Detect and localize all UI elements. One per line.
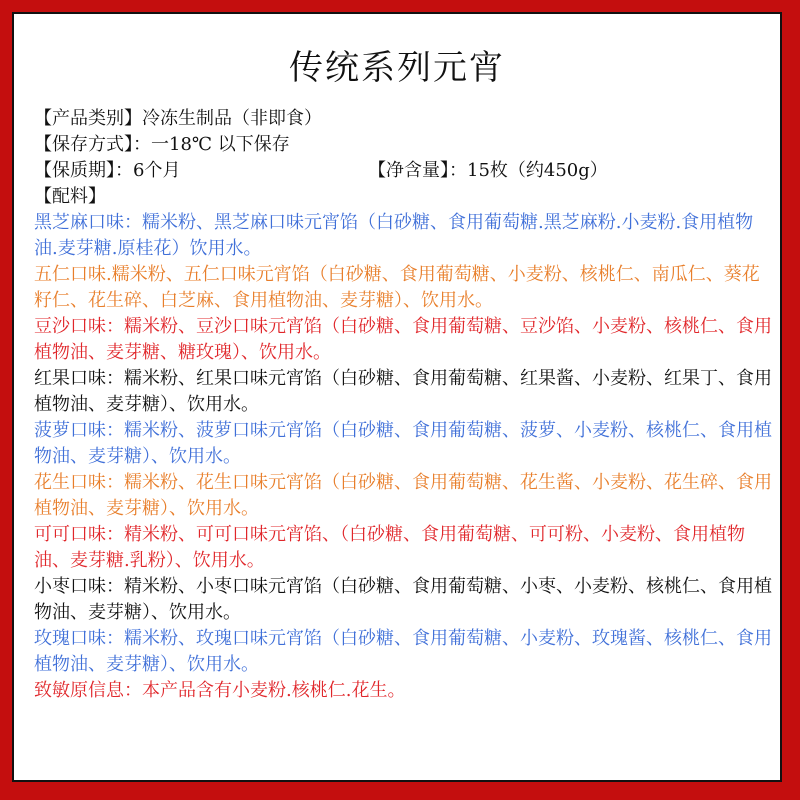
- shelf-life-text: 【保质期】：6个月: [34, 160, 181, 181]
- category-row: [34, 106, 774, 132]
- storage-row: [34, 132, 774, 158]
- storage-text: 【保存方式】：一18℃ 以下保存: [34, 134, 290, 155]
- label-card: [12, 12, 782, 782]
- allergen-info: 致敏原信息：本产品含有小麦粉.核桃仁.花生。: [34, 680, 406, 701]
- flavor-red-bean: 豆沙口味：糯米粉、豆沙口味元宵馅（白砂糖、食用葡萄糖、豆沙馅、小麦粉、核桃仁、食用植物油、麦芽糖、糖玫瑰）、饮用水。: [34, 316, 772, 363]
- shelf-life-row: [34, 158, 774, 184]
- category-text: 【产品类别】冷冻生制品（非即食）: [34, 108, 322, 129]
- flavor-five-nut: 五仁口味.糯米粉、五仁口味元宵馅（白砂糖、食用葡萄糖、小麦粉、核桃仁、南瓜仁、葵花籽仁、花生碎、白芝麻、食用植物油、麦芽糖）、饮用水。: [34, 264, 760, 311]
- flavor-cocoa: 可可口味：精米粉、可可口味元宵馅、（白砂糖、食用葡萄糖、可可粉、小麦粉、食用植物油、麦芽糖.乳粉）、饮用水。: [34, 524, 745, 571]
- flavor-rose: 玫瑰口味：糯米粉、玫瑰口味元宵馅（白砂糖、食用葡萄糖、小麦粉、玫瑰酱、核桃仁、食用植物油、麦芽糖）、饮用水。: [34, 628, 772, 675]
- flavor-black-sesame: 黑芝麻口味：糯米粉、黑芝麻口味元宵馅（白砂糖、食用葡萄糖.黑芝麻粉.小麦粉.食用植物油.麦芽糖.原桂花）饮用水。: [34, 212, 754, 259]
- net-content-text: 【净含量】：15枚（约450g）: [368, 160, 608, 181]
- flavor-pineapple: 菠萝口味：糯米粉、菠萝口味元宵馅（白砂糖、食用葡萄糖、菠萝、小麦粉、核桃仁、食用植物油、麦芽糖）、饮用水。: [34, 420, 772, 467]
- flavor-hawthorn: 红果口味：糯米粉、红果口味元宵馅（白砂糖、食用葡萄糖、红果酱、小麦粉、红果丁、食用植物油、麦芽糖）、饮用水。: [34, 368, 772, 415]
- page-title: 传统系列元宵: [289, 48, 505, 88]
- product-info: [34, 106, 774, 210]
- ingredients-label-row: [34, 184, 774, 210]
- ingredients-label: 【配料】: [34, 186, 106, 207]
- flavor-list: [34, 210, 774, 704]
- flavor-peanut: 花生口味：糯米粉、花生口味元宵馅（白砂糖、食用葡萄糖、花生酱、小麦粉、花生碎、食用植物油、麦芽糖）、饮用水。: [34, 472, 772, 519]
- flavor-jujube: 小枣口味：精米粉、小枣口味元宵馅（白砂糖、食用葡萄糖、小枣、小麦粉、核桃仁、食用植物油、麦芽糖）、饮用水。: [34, 576, 772, 623]
